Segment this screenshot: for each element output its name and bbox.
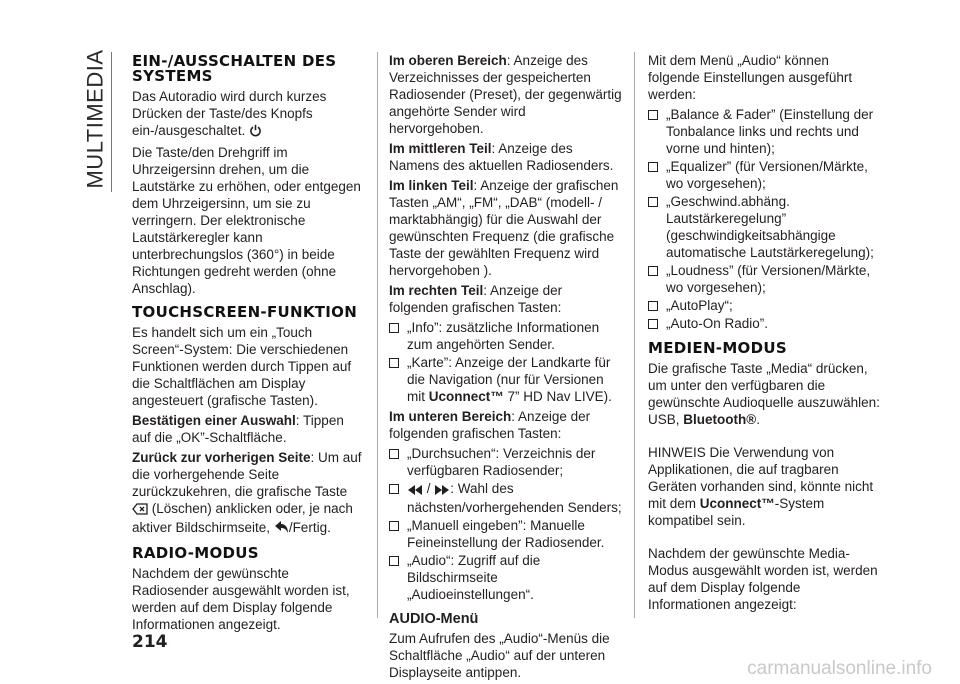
list-item-balance-text: „Balance & Fader” (Einstellung der Tonbalance links und rechts und vorne und hinten);	[666, 107, 874, 156]
rechter-teil-text: : Anzeige der folgenden grafischen Tasten:	[389, 283, 563, 315]
hinweis-text-c: -System kompatibel sein.	[648, 496, 825, 528]
wahl-text: : Wahl des nächsten/vorhergehenden Senders;	[407, 481, 622, 515]
heading-medien-modus: MEDIEN-MODUS	[648, 339, 787, 357]
checkbox-bullet-icon	[648, 301, 658, 311]
paragraph-zurueck	[132, 449, 364, 538]
hinweis-text-brand: Uconnect™	[699, 496, 775, 511]
page-number: 214	[132, 632, 168, 652]
hinweis-text-a: HINWEIS Die Verwendung von Applikationen, die auf tragbaren Geräten vorhanden sind, könnte nicht mit dem	[648, 445, 874, 511]
column-2	[389, 52, 622, 684]
paragraph-nachdem: Nachdem der gewünschte Media-Modus ausgewählt worden ist, werden auf dem Display folgende Informationen angezeigt:	[648, 546, 878, 612]
medien-text-c: .	[756, 412, 760, 427]
list-item-wahl	[389, 480, 622, 516]
side-divider	[111, 52, 112, 192]
list-item-auto-on-radio-text: „Auto-On Radio”.	[666, 316, 769, 331]
karte-text-brand: Uconnect™	[428, 389, 504, 404]
heading-radio-modus: RADIO-MODUS	[132, 544, 259, 562]
paragraph-unterer-bereich	[389, 408, 622, 442]
checkbox-bullet-icon	[648, 197, 658, 207]
side-section-label-text: MULTIMEDIA	[83, 49, 109, 189]
rechter-teil-label: Im rechten Teil	[389, 283, 484, 298]
zurueck-text-2: (Löschen) anklicken oder, je nach aktiver Bildschirmseite,	[132, 501, 353, 535]
list-item-geschwind-text: „Geschwind.abhäng. Lautstärkeregelung” (geschwindigkeitsabhängige automatische Lautstärkeregelung);	[666, 194, 874, 260]
list-item-manuell-text: „Manuell eingeben”: Manuelle Feineinstellung der Radiosender.	[407, 518, 605, 550]
checkbox-bullet-icon	[648, 319, 658, 329]
medien-text-bluetooth: Bluetooth®	[683, 412, 757, 427]
list-item-manuell	[389, 517, 622, 551]
paragraph-medien	[648, 360, 884, 428]
list-item-auto-on-radio	[648, 315, 884, 332]
bestaetigen-text: : Tippen auf die „OK”-Schaltfläche.	[132, 413, 344, 445]
backspace-icon	[132, 502, 148, 519]
list-item-karte-text	[407, 354, 622, 405]
unterer-bereich-text: : Anzeige der folgenden grafischen Tasten:	[389, 409, 591, 441]
mittlerer-teil-text: : Anzeige des Namens des aktuellen Radiosenders.	[389, 141, 614, 173]
oberer-bereich-text: : Anzeige des Verzeichnisses der gespeicherten Radiosender (Preset), der gegenwärtig angehörte Sender wird hervorgehoben.	[389, 53, 622, 136]
list-item-wahl-text	[407, 480, 622, 516]
list-item-autoplay	[648, 297, 884, 314]
checkbox-bullet-icon	[389, 449, 399, 459]
mittlerer-teil-label: Im mittleren Teil	[389, 141, 492, 156]
list-item-durchsuchen	[389, 445, 622, 479]
checkbox-bullet-icon	[648, 110, 658, 120]
checkbox-bullet-icon	[648, 266, 658, 276]
paragraph-ein-text: Das Autoradio wird durch kurzes Drücken der Taste/des Knopfs ein-/ausgeschaltet.	[132, 89, 327, 138]
zurueck-label: Zurück zur vorherigen Seite	[132, 450, 311, 465]
list-item-info	[389, 319, 622, 353]
column-divider-2	[634, 52, 635, 618]
list-item-autoplay-text: „AutoPlay“;	[666, 298, 733, 313]
watermark: carmanualsonline.info	[747, 658, 932, 679]
paragraph-radio: Nachdem der gewünschte Radiosender ausgewählt worden ist, werden auf dem Display folgende Informationen angezeigt.	[132, 566, 350, 632]
spacer	[648, 431, 884, 444]
medien-text-a: Die grafische Taste „Media“ drücken, um unter den verfügbaren die gewünschte Audioquelle auszuwählen: USB,	[648, 361, 880, 427]
list-item-geschwind	[648, 193, 884, 261]
list-item-info-text: „Info”: zusätzliche Informationen zum angehörten Sender.	[407, 320, 600, 352]
zurueck-text-3: /Fertig.	[288, 520, 331, 535]
spacer	[648, 532, 884, 545]
paragraph-oberer-bereich	[389, 52, 622, 137]
column-1	[132, 52, 364, 636]
linker-teil-text: : Anzeige der grafischen Tasten „AM“, „FM“, „DAB“ (modell- / marktabhängig) für die Auswahl der gewünschten Frequenz (die grafische Taste der gewählten Frequenz wird hervorgehoben ).	[389, 178, 619, 278]
bestaetigen-label: Bestätigen einer Auswahl	[132, 413, 296, 428]
paragraph-rechter-teil	[389, 282, 622, 316]
next-station-icon	[434, 482, 450, 499]
list-item-audio	[389, 552, 622, 603]
paragraph-drehgriff: Die Taste/den Drehgriff im Uhrzeigersinn drehen, um die Lautstärke zu erhöhen, oder entgegen dem Uhrzeigersinn, um sie zu verringern. Der elektronische Lautstärkeregler kann unterbrechungslos (360°) in beide Richtungen gedreht werden (ohne Anschlag).	[132, 145, 361, 296]
list-item-audio-text: „Audio“: Zugriff auf die Bildschirmseite „Audioeinstellungen“.	[407, 553, 541, 602]
list-item-equalizer	[648, 158, 884, 192]
paragraph-audio-einstellungen: Mit dem Menü „Audio“ können folgende Einstellungen ausgeführt werden:	[648, 53, 853, 102]
checkbox-bullet-icon	[648, 162, 658, 172]
column-divider-1	[377, 52, 378, 618]
paragraph-hinweis	[648, 444, 884, 529]
heading-ein-ausschalten: EIN-/AUSSCHALTEN DES SYSTEMS	[132, 52, 337, 85]
previous-station-icon	[407, 482, 423, 499]
heading-touchscreen: TOUCHSCREEN-FUNKTION	[132, 303, 358, 321]
list-item-durchsuchen-text: „Durchsuchen“: Verzeichnis der verfügbaren Radiosender;	[407, 446, 596, 478]
list-item-loudness	[648, 262, 884, 296]
checkbox-bullet-icon	[389, 358, 399, 368]
wahl-separator: /	[426, 481, 431, 496]
karte-text-c: 7” HD Nav LIVE).	[507, 389, 612, 404]
list-item-balance	[648, 106, 884, 157]
side-section-label	[83, 49, 109, 189]
heading-audio-menue: AUDIO-Menü	[389, 611, 479, 627]
checkbox-bullet-icon	[389, 521, 399, 531]
checkbox-bullet-icon	[389, 556, 399, 566]
list-item-equalizer-text: „Equalizer” (für Versionen/Märkte, wo vorgesehen);	[666, 159, 868, 191]
list-item-karte	[389, 354, 622, 405]
back-arrow-icon	[274, 520, 289, 538]
linker-teil-label: Im linken Teil	[389, 178, 474, 193]
paragraph-mittlerer-teil	[389, 140, 622, 174]
list-item-loudness-text: „Loudness” (für Versionen/Märkte, wo vorgesehen);	[666, 263, 871, 295]
paragraph-linker-teil	[389, 177, 622, 279]
column-3	[648, 52, 884, 616]
paragraph-audio-menue: Zum Aufrufen des „Audio“-Menüs die Schaltfläche „Audio“ auf der unteren Displayseite antippen.	[389, 631, 610, 680]
paragraph-bestaetigen	[132, 412, 364, 446]
paragraph-ein	[132, 88, 364, 141]
zurueck-text-1: : Um auf die vorhergehende Seite zurückzukehren, die grafische Taste	[132, 450, 362, 499]
karte-text-a: „Karte”: Anzeige der Landkarte für die Navigation (nur für Versionen mit	[407, 355, 611, 404]
oberer-bereich-label: Im oberen Bereich	[389, 53, 507, 68]
paragraph-touchscreen: Es handelt sich um ein „Touch Screen“-System: Die verschiedenen Funktionen werden durch Tippen auf die Schaltflächen am Display angesteuert (grafische Tasten).	[132, 325, 352, 408]
checkbox-bullet-icon	[389, 484, 399, 494]
checkbox-bullet-icon	[389, 323, 399, 333]
unterer-bereich-label: Im unteren Bereich	[389, 409, 512, 424]
power-icon	[249, 124, 262, 141]
